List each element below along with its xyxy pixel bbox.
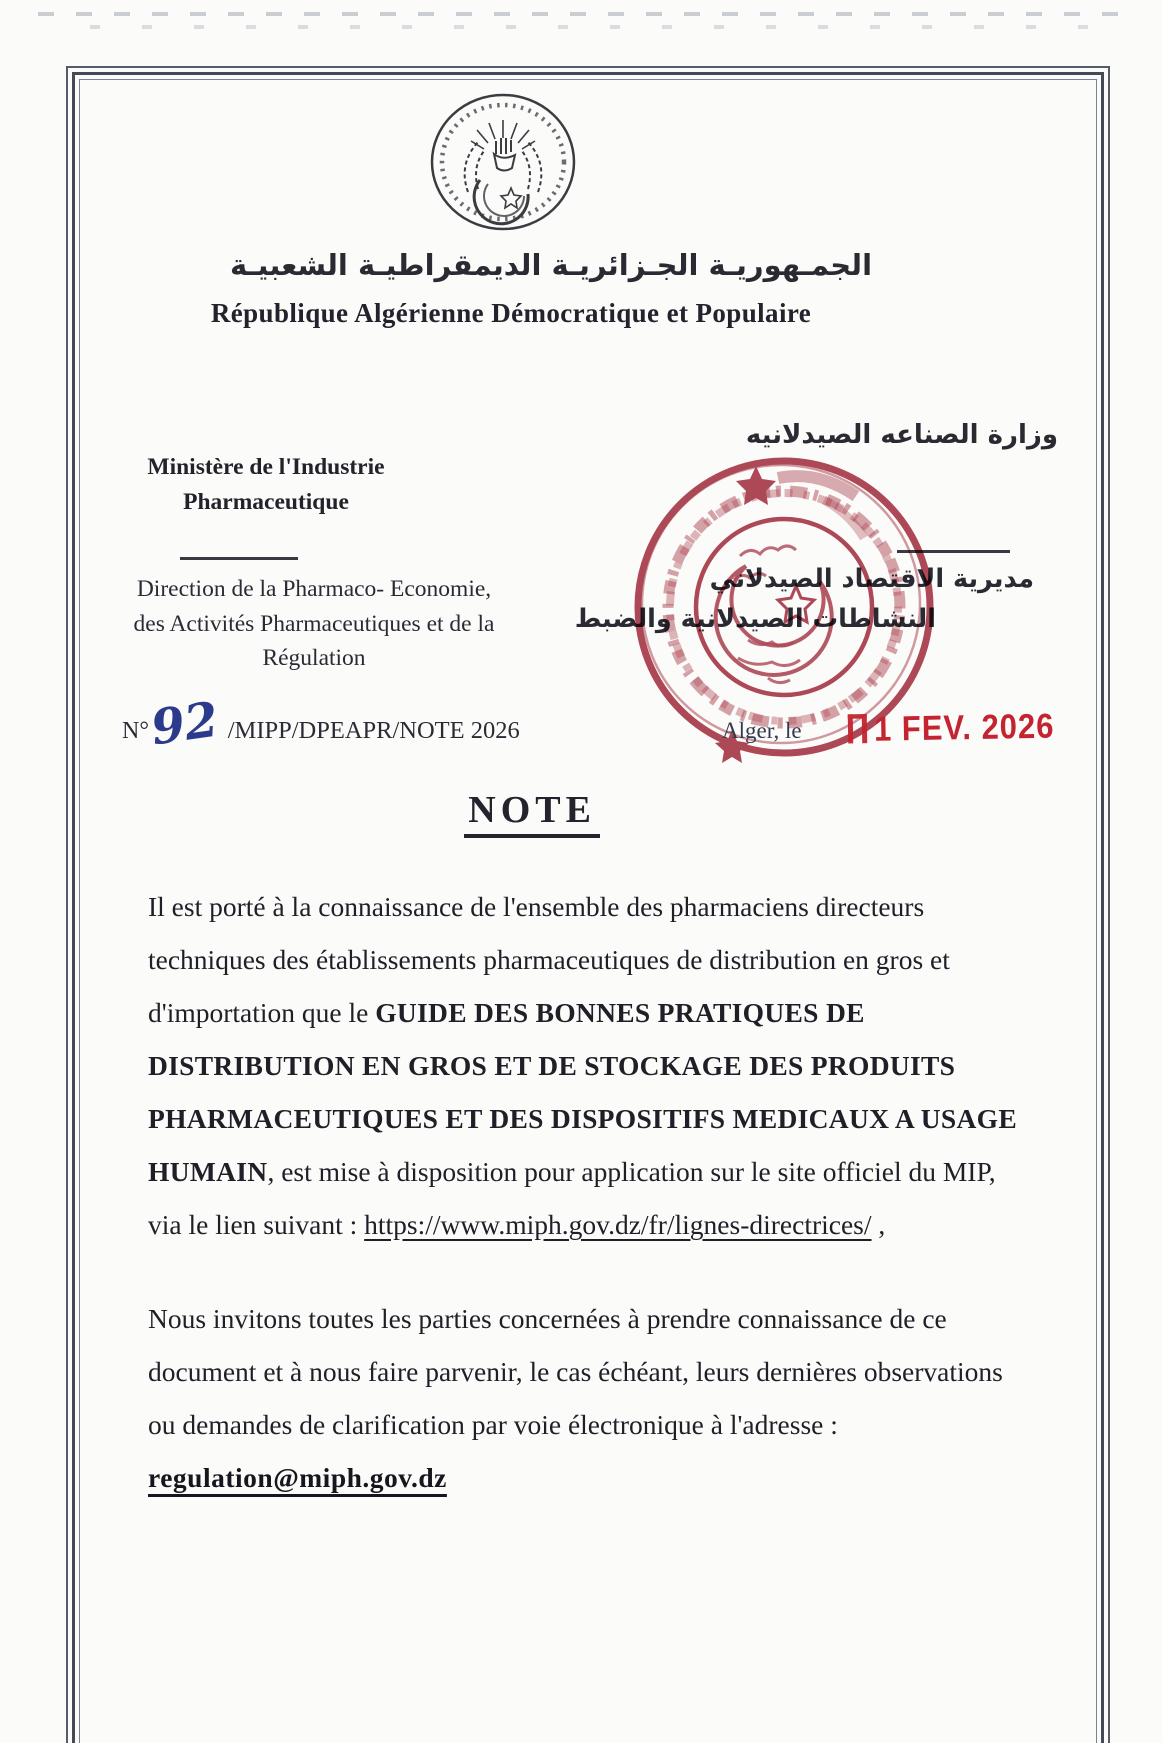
date-stamp-text: 1 FEV. 2026 — [873, 706, 1055, 749]
body-line: Il est porté à la connaissance de l'ensemble des pharmaciens directeurs — [148, 891, 925, 922]
reference-prefix: N° — [122, 718, 149, 744]
body-line — [148, 1039, 1028, 1092]
ministry-line-1: Ministère de l'Industrie — [147, 454, 385, 480]
ministry-name-french — [118, 450, 414, 520]
body-text: , est mise à disposition pour application sur le site officiel du MIP, — [267, 1156, 996, 1187]
body-line: document et à nous faire parvenir, le cas échéant, leurs dernières observations — [148, 1356, 1003, 1387]
direction-arabic-line-1: مديرية الاقتصاد الصيدلاني — [709, 564, 1034, 594]
direction-name-french — [108, 572, 520, 676]
body-line — [148, 1145, 1028, 1198]
guide-title-bold: DISTRIBUTION EN GROS ET DE STOCKAGE DES PRODUITS — [148, 1050, 956, 1081]
direction-line-3: Régulation — [262, 645, 366, 671]
ministry-name-arabic: وزارة الصناعه الصيدلانيه — [745, 420, 1058, 450]
guide-title-bold: HUMAIN — [148, 1156, 268, 1187]
body-line: Nous invitons toutes les parties concernées à prendre connaissance de ce — [148, 1303, 947, 1334]
guide-title-bold: GUIDE DES BONNES PRATIQUES DE — [375, 997, 865, 1028]
date-stamp — [848, 706, 1055, 750]
republic-title-arabic: الجمـهوريـة الجـزائريـة الديمقراطيـة الشعبيـة — [229, 248, 873, 282]
body-paragraph-1 — [148, 880, 1028, 1251]
place-date-label: Alger, le — [722, 718, 802, 743]
note-title-text: NOTE — [464, 788, 600, 838]
body-text: , — [871, 1209, 886, 1240]
body-line: ou demandes de clarification par voie électronique à l'adresse : — [148, 1409, 838, 1440]
direction-line-2: des Activités Pharmaceutiques et de la — [133, 610, 495, 637]
body-line: techniques des établissements pharmaceutiques de distribution en gros et — [148, 944, 950, 975]
scan-noise-artifact — [38, 12, 1136, 16]
reference-number-line — [122, 691, 520, 757]
republic-title-french: République Algérienne Démocratique et Populaire — [210, 298, 812, 328]
algeria-emblem-icon — [428, 92, 578, 234]
guidelines-url-link[interactable]: https://www.miph.gov.dz/fr/lignes-directrices/ — [364, 1209, 872, 1240]
direction-arabic-line-2: النشاطات الصيدلانية والضبط — [574, 604, 936, 634]
body-paragraph-2 — [148, 1292, 1028, 1504]
note-title — [0, 788, 600, 838]
reference-suffix: /MIPP/DPEAPR/NOTE 2026 — [227, 717, 520, 744]
direction-line-1: Direction de la Pharmaco- Economie, — [136, 576, 492, 602]
body-text: d'importation que le — [148, 997, 376, 1028]
body-text: via le lien suivant : — [148, 1209, 365, 1240]
regulation-email-link[interactable]: regulation@miph.gov.dz — [148, 1462, 447, 1493]
body-line — [148, 1451, 1028, 1504]
ministry-line-2: Pharmaceutique — [183, 489, 349, 515]
body-line — [148, 986, 1028, 1039]
partial-stamp-mark — [848, 714, 868, 743]
left-divider-rule — [180, 557, 298, 560]
guide-title-bold: PHARMACEUTIQUES ET DES DISPOSITIFS MEDICAUX A USAGE — [148, 1103, 1017, 1134]
body-line — [148, 1092, 1028, 1145]
body-line — [148, 1198, 1028, 1251]
scan-noise-artifact — [90, 25, 1102, 29]
handwritten-reference-number: 92 — [147, 691, 222, 757]
